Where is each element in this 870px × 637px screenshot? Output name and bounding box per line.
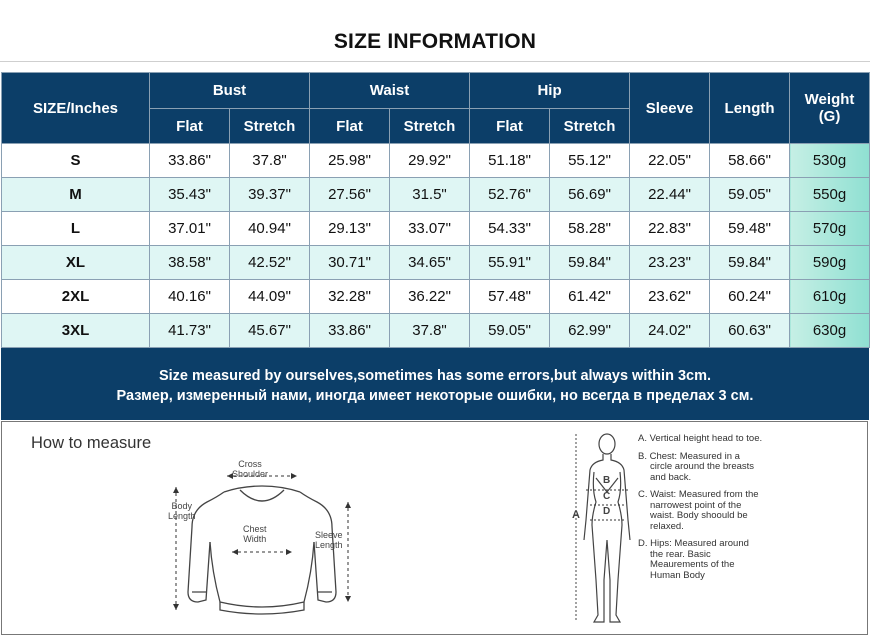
cell-hip-flat: 55.91"	[470, 246, 550, 280]
cell-bust-flat: 33.86"	[150, 144, 230, 178]
cell-length: 59.05"	[710, 178, 790, 212]
desc-waist: C. Waist: Measured from the narrowest point of the waist. Body shoould be relaxed.	[638, 489, 759, 532]
cell-sleeve: 22.83"	[630, 212, 710, 246]
page-title: SIZE INFORMATION	[333, 30, 537, 53]
waist-stretch-header: Stretch	[390, 109, 470, 144]
cross-shoulder-label-2: Shoulder	[232, 469, 269, 479]
how-to-measure-panel	[1, 421, 868, 635]
weight-unit: (G)	[818, 108, 841, 125]
size-table	[1, 72, 870, 348]
cell-size: XL	[2, 246, 150, 280]
cell-sleeve: 23.62"	[630, 280, 710, 314]
cell-bust-stretch: 39.37"	[230, 178, 310, 212]
cell-waist-flat: 29.13"	[310, 212, 390, 246]
cross-shoulder-label	[232, 459, 268, 479]
cell-bust-stretch: 40.94"	[230, 212, 310, 246]
cell-length: 60.24"	[710, 280, 790, 314]
cell-length: 58.66"	[710, 144, 790, 178]
cell-size: M	[2, 178, 150, 212]
cell-bust-stretch: 44.09"	[230, 280, 310, 314]
cell-size: S	[2, 144, 150, 178]
cell-hip-stretch: 59.84"	[550, 246, 630, 280]
bust-header: Bust	[150, 73, 310, 109]
cell-weight: 630g	[790, 314, 870, 348]
sleeve-header: Sleeve	[630, 73, 710, 144]
cell-weight: 610g	[790, 280, 870, 314]
chest-width-label-1: Chest	[243, 524, 267, 534]
cell-waist-stretch: 36.22"	[390, 280, 470, 314]
cell-bust-flat: 35.43"	[150, 178, 230, 212]
hip-stretch-header: Stretch	[550, 109, 630, 144]
table-row	[2, 178, 870, 212]
cell-waist-flat: 32.28"	[310, 280, 390, 314]
chest-width-label-2: Width	[243, 534, 267, 544]
cell-waist-flat: 27.56"	[310, 178, 390, 212]
title-divider	[0, 61, 870, 62]
cell-hip-flat: 51.18"	[470, 144, 550, 178]
how-to-measure-title: How to measure	[31, 434, 152, 452]
cell-length: 59.48"	[710, 212, 790, 246]
cell-weight: 550g	[790, 178, 870, 212]
weight-header-label: Weight	[804, 91, 855, 108]
body-figure-icon	[562, 430, 640, 630]
sleeve-length-label-1: Sleeve	[315, 530, 343, 540]
cell-bust-stretch: 42.52"	[230, 246, 310, 280]
bust-flat-header: Flat	[150, 109, 230, 144]
cell-sleeve: 22.05"	[630, 144, 710, 178]
desc-hips: D. Hips: Measured around the rear. Basic Meaurements of the Human Body	[638, 538, 749, 581]
figure-letter-b: B	[603, 475, 611, 486]
cell-bust-stretch: 37.8"	[230, 144, 310, 178]
waist-header: Waist	[310, 73, 470, 109]
waist-flat-header: Flat	[310, 109, 390, 144]
measure-descriptions	[638, 434, 764, 581]
body-length-label	[168, 501, 196, 521]
cell-waist-flat: 25.98"	[310, 144, 390, 178]
cell-hip-stretch: 58.28"	[550, 212, 630, 246]
chest-width-label	[243, 524, 267, 544]
hip-flat-header: Flat	[470, 109, 550, 144]
cell-weight: 570g	[790, 212, 870, 246]
cell-bust-flat: 38.58"	[150, 246, 230, 280]
desc-height: A. Vertical height head to toe.	[638, 433, 763, 444]
table-row	[2, 246, 870, 280]
cell-length: 60.63"	[710, 314, 790, 348]
table-row	[2, 280, 870, 314]
cell-waist-stretch: 33.07"	[390, 212, 470, 246]
cell-waist-flat: 30.71"	[310, 246, 390, 280]
cell-bust-stretch: 45.67"	[230, 314, 310, 348]
cell-sleeve: 22.44"	[630, 178, 710, 212]
cell-size: 2XL	[2, 280, 150, 314]
figure-letter-d: D	[603, 506, 611, 517]
bust-stretch-header: Stretch	[230, 109, 310, 144]
cell-size: 3XL	[2, 314, 150, 348]
cell-bust-flat: 41.73"	[150, 314, 230, 348]
hip-header: Hip	[470, 73, 630, 109]
cross-shoulder-label-1: Cross	[238, 459, 262, 469]
cell-hip-stretch: 62.99"	[550, 314, 630, 348]
length-header: Length	[710, 73, 790, 144]
cell-waist-stretch: 34.65"	[390, 246, 470, 280]
note-english: Size measured by ourselves,sometimes has some errors,but always within 3cm.	[158, 368, 712, 384]
cell-hip-stretch: 61.42"	[550, 280, 630, 314]
table-row	[2, 314, 870, 348]
weight-header	[790, 73, 870, 144]
sleeve-length-label	[315, 530, 343, 550]
cell-waist-flat: 33.86"	[310, 314, 390, 348]
cell-hip-flat: 57.48"	[470, 280, 550, 314]
cell-size: L	[2, 212, 150, 246]
cell-hip-flat: 54.33"	[470, 212, 550, 246]
cell-sleeve: 23.23"	[630, 246, 710, 280]
measurement-note	[1, 348, 869, 420]
body-length-label-2: Length	[168, 511, 196, 521]
cell-weight: 530g	[790, 144, 870, 178]
cell-sleeve: 24.02"	[630, 314, 710, 348]
cell-length: 59.84"	[710, 246, 790, 280]
figure-letter-c: C	[603, 491, 611, 502]
cell-weight: 590g	[790, 246, 870, 280]
size-header: SIZE/Inches	[2, 73, 150, 144]
body-length-label-1: Body	[171, 501, 193, 511]
cell-waist-stretch: 29.92"	[390, 144, 470, 178]
cell-waist-stretch: 37.8"	[390, 314, 470, 348]
figure-letter-a: A	[572, 509, 580, 521]
desc-chest: B. Chest: Measured in a circle around the breasts and back.	[638, 450, 755, 483]
cell-bust-flat: 40.16"	[150, 280, 230, 314]
cell-hip-stretch: 56.69"	[550, 178, 630, 212]
cell-hip-flat: 52.76"	[470, 178, 550, 212]
cell-hip-stretch: 55.12"	[550, 144, 630, 178]
sleeve-length-label-2: Length	[315, 540, 343, 550]
cell-hip-flat: 59.05"	[470, 314, 550, 348]
table-row	[2, 212, 870, 246]
table-row	[2, 144, 870, 178]
cell-waist-stretch: 31.5"	[390, 178, 470, 212]
cell-bust-flat: 37.01"	[150, 212, 230, 246]
note-russian: Размер, измеренный нами, иногда имеет некоторые ошибки, но всегда в пределах 3 см.	[116, 388, 754, 404]
